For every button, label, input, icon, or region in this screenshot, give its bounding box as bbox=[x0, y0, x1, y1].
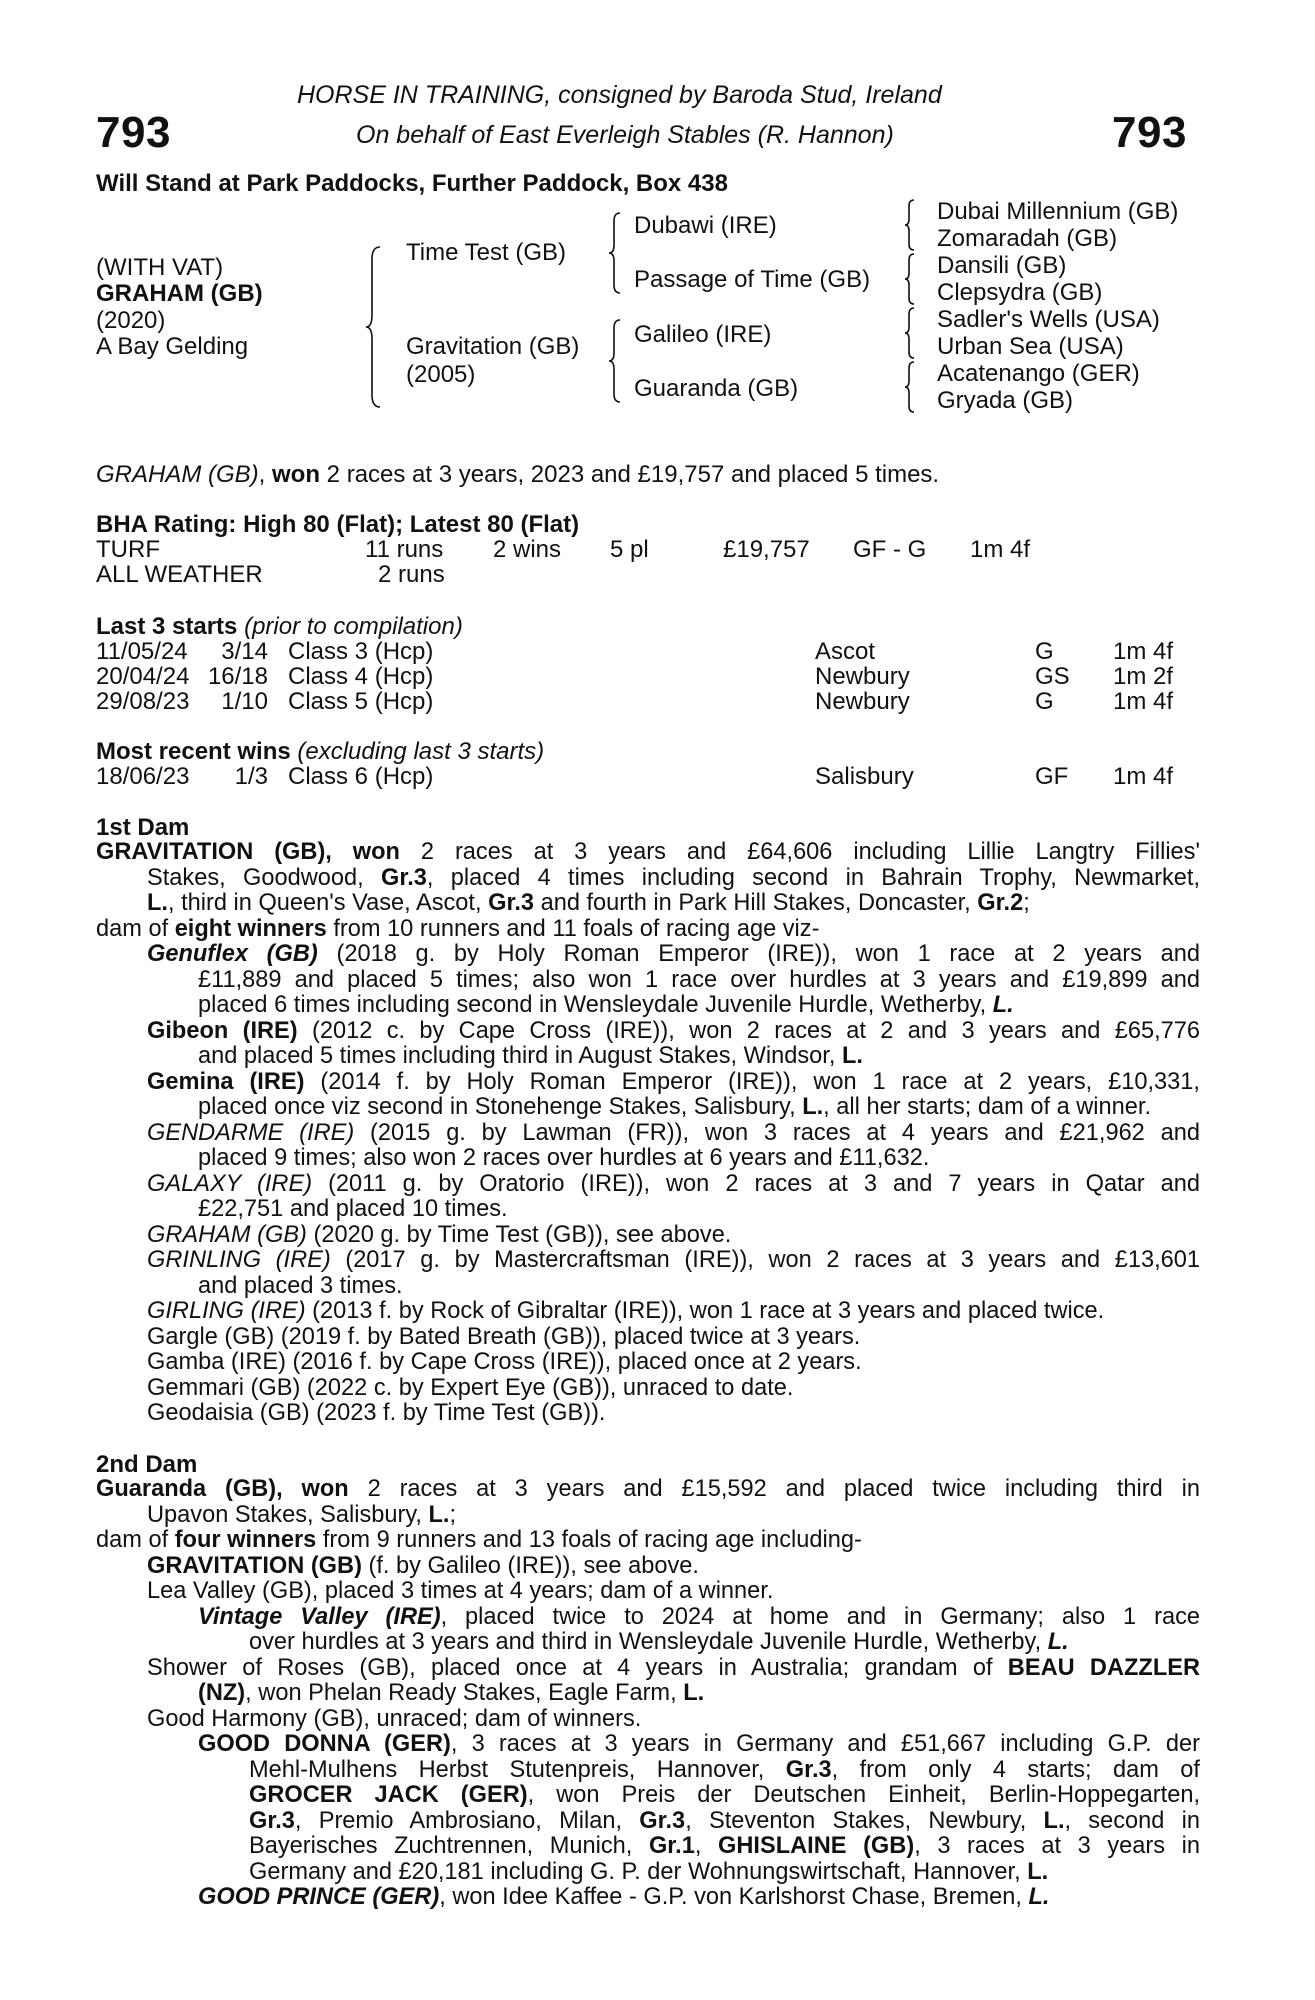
consignor-line: HORSE IN TRAINING, consigned by Baroda Stud, Ireland bbox=[297, 81, 942, 109]
aw-runs: 2 runs bbox=[378, 561, 445, 588]
galaxy-entry bbox=[96, 1172, 1200, 1198]
pedigree-ggp-2: Zomaradah (GB) bbox=[937, 225, 1118, 252]
text: , Premio Ambrosiano, Milan, bbox=[294, 1807, 640, 1834]
second-dam-paragraph bbox=[96, 1477, 1200, 1911]
text: Germany and £20,181 including G. P. der Wohnungswirtschaft, Hannover, bbox=[249, 1858, 1028, 1885]
grinling-entry-2 bbox=[96, 1274, 1200, 1300]
last3-date: 11/05/24 bbox=[96, 638, 188, 665]
first-dam-line-4 bbox=[96, 917, 1200, 943]
text: (2015 g. by Lawman (FR)), won 3 races at 4 years and £21,962 and bbox=[354, 1119, 1200, 1146]
progeny-name: Gibeon (IRE) bbox=[147, 1017, 298, 1044]
vintage-valley-entry-2 bbox=[96, 1630, 1200, 1656]
lot-number-left: 793 bbox=[96, 108, 171, 157]
last3-course: Ascot bbox=[815, 638, 876, 665]
last3-cls: Class 3 (Hcp) bbox=[288, 638, 434, 665]
grade: Gr.3 bbox=[381, 864, 427, 891]
first-dam-line-1 bbox=[96, 840, 1200, 866]
pedigree-dam-year: (2005) bbox=[406, 361, 476, 388]
galaxy-entry-2 bbox=[96, 1197, 1200, 1223]
second-dam-heading: 2nd Dam bbox=[96, 1451, 198, 1478]
text: and placed 3 times. bbox=[198, 1272, 403, 1299]
gravitation-name: GRAVITATION (GB), won bbox=[96, 839, 400, 865]
pedigree-bracket-dam bbox=[610, 320, 624, 402]
stand-location: Will Stand at Park Paddocks, Further Paddock, Box 438 bbox=[96, 170, 728, 197]
bha-rating-title: BHA Rating: High 80 (Flat); Latest 80 (Flat) bbox=[96, 511, 580, 538]
text: placed once viz second in Stonehenge Stakes, Salisbury, bbox=[198, 1094, 803, 1120]
last3-going: GS bbox=[1035, 663, 1070, 690]
good-donna-entry-3 bbox=[96, 1783, 1200, 1809]
recent-wins-note: (excluding last 3 starts) bbox=[290, 738, 545, 765]
geodaisia-entry: Geodaisia (GB) (2023 f. by Time Test (GB)). bbox=[147, 1400, 606, 1426]
pedigree-bracket-sire bbox=[610, 213, 624, 293]
text: , Steventon Stakes, Newbury, bbox=[685, 1807, 1044, 1834]
text: Stakes, Goodwood, bbox=[147, 864, 381, 891]
good-harmony-entry: Good Harmony (GB), unraced; dam of winners. bbox=[147, 1705, 642, 1732]
turf-placed: 5 pl bbox=[610, 536, 649, 563]
good-prince-entry bbox=[96, 1885, 1200, 1911]
last3-course: Newbury bbox=[815, 663, 910, 690]
grade: L. bbox=[428, 1501, 450, 1528]
progeny-name: Gemina (IRE) bbox=[147, 1068, 305, 1095]
horse-year: (2020) bbox=[96, 307, 166, 334]
pedigree-bracket-main bbox=[368, 247, 388, 407]
turf-distance: 1m 4f bbox=[970, 536, 1031, 563]
genuflex-entry-3 bbox=[96, 993, 1200, 1019]
gemina-entry bbox=[96, 1070, 1200, 1096]
gamba-entry: Gamba (IRE) (2016 f. by Cape Cross (IRE)), placed once at 2 years. bbox=[147, 1349, 862, 1375]
pedigree-sire-dam: Passage of Time (GB) bbox=[634, 266, 871, 293]
aw-label: ALL WEATHER bbox=[96, 561, 263, 588]
recent-wins-title-line bbox=[96, 739, 544, 764]
last3-pos: 16/18 bbox=[207, 663, 268, 690]
lot-number-right: 793 bbox=[1112, 108, 1187, 157]
grade: L. bbox=[683, 1680, 705, 1706]
vat-note: (WITH VAT) bbox=[96, 254, 224, 281]
pedigree-dam-dam: Guaranda (GB) bbox=[634, 375, 799, 402]
last3-row bbox=[0, 664, 1315, 689]
last3-title-line bbox=[96, 614, 463, 639]
pedigree-sire-sire: Dubawi (IRE) bbox=[634, 212, 777, 239]
behalf-line: On behalf of East Everleigh Stables (R. Hannon) bbox=[356, 121, 894, 149]
text: Mehl-Mulhens Herbst Stutenpreis, Hannover, bbox=[249, 1756, 786, 1783]
text: ; bbox=[1023, 890, 1030, 916]
text: from 9 runners and 13 foals of racing age including- bbox=[316, 1527, 862, 1553]
gemmari-entry: Gemmari (GB) (2022 c. by Expert Eye (GB)), unraced to date. bbox=[147, 1374, 794, 1401]
text: , won Idee Kaffee - G.P. von Karlshorst Chase, Bremen, bbox=[439, 1884, 1029, 1910]
gibeon-entry bbox=[96, 1019, 1200, 1045]
pedigree-ggp-4: Clepsydra (GB) bbox=[937, 279, 1103, 306]
text: (2017 g. by Mastercraftsman (IRE)), won 2 races at 3 years and £13,601 bbox=[330, 1247, 1200, 1273]
aw-row bbox=[0, 562, 1315, 587]
text: (2020 g. by Time Test (GB)), see above. bbox=[306, 1221, 732, 1248]
text: placed 6 times including second in Wensleydale Juvenile Hurdle, Wetherby, bbox=[198, 992, 993, 1018]
progeny-name: GENDARME (IRE) bbox=[147, 1119, 355, 1146]
text: 2 races at 3 years and £15,592 and placed twice including third in bbox=[348, 1476, 1200, 1502]
good-donna-entry-4 bbox=[96, 1809, 1200, 1835]
text: £11,889 and placed 5 times; also won 1 race over hurdles at 3 years and £19,899 and bbox=[198, 966, 1200, 993]
gargle-entry: Gargle (GB) (2019 f. by Bated Breath (GB)), placed twice at 3 years. bbox=[147, 1323, 861, 1350]
guaranda-name: Guaranda (GB), won bbox=[96, 1476, 349, 1502]
text: , won Phelan Ready Stakes, Eagle Farm, bbox=[245, 1680, 684, 1706]
text: Shower of Roses (GB), placed once at 4 years in Australia; grandam of bbox=[147, 1654, 1008, 1681]
turf-label: TURF bbox=[96, 536, 160, 563]
grade: Gr.3 bbox=[249, 1807, 295, 1834]
text: (2014 f. by Holy Roman Emperor (IRE)), won 1 race at 2 years, £10,331, bbox=[304, 1068, 1200, 1095]
gravitation-entry bbox=[96, 1554, 1200, 1580]
recent-win-dist: 1m 4f bbox=[1113, 763, 1174, 790]
pedigree-bracket-g2 bbox=[906, 254, 918, 304]
progeny-name: GALAXY (IRE) bbox=[147, 1170, 313, 1197]
turf-wins: 2 wins bbox=[493, 536, 562, 563]
first-dam-paragraph bbox=[96, 840, 1200, 1427]
text: dam of bbox=[96, 915, 175, 942]
pedigree-ggp-8: Gryada (GB) bbox=[937, 387, 1074, 414]
second-dam-line-3 bbox=[96, 1528, 1200, 1554]
progeny-name: Genuflex (GB) bbox=[147, 941, 318, 967]
pedigree-dam-sire: Galileo (IRE) bbox=[634, 321, 772, 348]
text: , placed twice to 2024 at home and in Germany; also 1 race bbox=[440, 1603, 1200, 1630]
last3-title: Last 3 starts bbox=[96, 613, 238, 640]
last3-cls: Class 5 (Hcp) bbox=[288, 688, 434, 715]
grade: L. bbox=[1043, 1807, 1065, 1834]
pedigree-ggp-3: Dansili (GB) bbox=[937, 252, 1067, 279]
gemina-entry-2 bbox=[96, 1095, 1200, 1121]
grade: Gr.3 bbox=[639, 1807, 686, 1834]
grade: Gr.3 bbox=[488, 890, 535, 916]
winners-count: eight winners bbox=[174, 915, 327, 942]
last3-dist: 1m 2f bbox=[1113, 663, 1174, 690]
text: (2013 f. by Rock of Gibraltar (IRE)), won 1 race at 3 years and placed twice. bbox=[305, 1298, 1105, 1324]
genuflex-entry bbox=[96, 942, 1200, 968]
vintage-valley-entry bbox=[96, 1605, 1200, 1631]
progeny-name: (NZ) bbox=[198, 1680, 246, 1706]
text: placed 9 times; also won 2 races over hurdles at 6 years and £11,632. bbox=[198, 1145, 930, 1171]
pedigree-bracket-g1 bbox=[906, 200, 918, 250]
text: ; bbox=[449, 1501, 457, 1528]
gibeon-entry-2 bbox=[96, 1044, 1200, 1070]
last3-date: 20/04/24 bbox=[96, 663, 190, 690]
good-donna-entry-5 bbox=[96, 1834, 1200, 1860]
summary-won: won bbox=[272, 461, 321, 488]
text: Upavon Stakes, Salisbury, bbox=[147, 1501, 429, 1528]
gendarme-entry-2 bbox=[96, 1146, 1200, 1172]
pedigree-bracket-g4 bbox=[906, 362, 918, 412]
text: , 3 races at 3 years in Germany and £51,667 including G.P. der bbox=[450, 1731, 1200, 1757]
horse-name: GRAHAM (GB) bbox=[96, 280, 263, 307]
recent-win-date: 18/06/23 bbox=[96, 763, 190, 790]
good-donna-entry-2 bbox=[96, 1758, 1200, 1784]
progeny-name: Vintage Valley (IRE) bbox=[198, 1603, 441, 1630]
grinling-entry bbox=[96, 1248, 1200, 1274]
progeny-name: GRINLING (IRE) bbox=[147, 1247, 331, 1273]
grade: L. bbox=[1047, 1629, 1069, 1655]
grade: L. bbox=[1027, 1858, 1049, 1885]
winners-count: four winners bbox=[174, 1527, 317, 1553]
recent-win-going: GF bbox=[1035, 763, 1069, 790]
grade: L. bbox=[802, 1094, 824, 1120]
race-summary: GRAHAM (GB), won 2 races at 3 years, 2023 and £19,757 and placed 5 times. bbox=[96, 461, 940, 488]
recent-win-course: Salisbury bbox=[815, 763, 914, 790]
text: and placed 5 times including third in August Stakes, Windsor, bbox=[198, 1043, 842, 1069]
turf-row bbox=[0, 537, 1315, 562]
grade: L. bbox=[841, 1043, 863, 1069]
progeny-name: GRAHAM (GB) bbox=[147, 1221, 307, 1248]
text: , second in bbox=[1064, 1807, 1200, 1834]
last3-row bbox=[0, 689, 1315, 714]
first-dam-line-3 bbox=[96, 891, 1200, 917]
text: over hurdles at 3 years and third in Wensleydale Juvenile Hurdle, Wetherby, bbox=[249, 1629, 1048, 1655]
pedigree-sire: Time Test (GB) bbox=[406, 239, 567, 266]
girling-entry bbox=[96, 1299, 1200, 1325]
pedigree-ggp-7: Acatenango (GER) bbox=[937, 360, 1140, 387]
text: , bbox=[694, 1833, 719, 1859]
text: , placed 4 times including second in Bahrain Trophy, Newmarket, bbox=[426, 864, 1200, 891]
text: , from only 4 starts; dam of bbox=[831, 1756, 1200, 1783]
text: (f. by Galileo (IRE)), see above. bbox=[361, 1552, 699, 1579]
progeny-name: GHISLAINE (GB) bbox=[718, 1833, 915, 1859]
recent-win-pos: 1/3 bbox=[234, 763, 268, 790]
recent-win-row bbox=[0, 764, 1315, 789]
progeny-name: GRAVITATION (GB) bbox=[147, 1552, 362, 1579]
summary-horse-name: GRAHAM (GB) bbox=[96, 461, 259, 488]
text: (2012 c. by Cape Cross (IRE)), won 2 races at 2 and 3 years and £65,776 bbox=[297, 1017, 1200, 1044]
text: , 3 races at 3 years in bbox=[914, 1833, 1200, 1859]
turf-going: GF - G bbox=[853, 536, 927, 563]
pedigree-ggp-5: Sadler's Wells (USA) bbox=[937, 306, 1160, 333]
text: (2011 g. by Oratorio (IRE)), won 2 races at 3 and 7 years in Qatar and bbox=[312, 1170, 1200, 1197]
grade: Gr.3 bbox=[785, 1756, 832, 1783]
lea-valley-entry: Lea Valley (GB), placed 3 times at 4 years; dam of a winner. bbox=[147, 1578, 774, 1604]
text: dam of bbox=[96, 1527, 175, 1553]
text: (2018 g. by Holy Roman Emperor (IRE)), won 1 race at 2 years and bbox=[317, 941, 1200, 967]
grade: L. bbox=[1028, 1884, 1050, 1910]
shower-of-roses-entry-2 bbox=[96, 1681, 1200, 1707]
first-dam-text: 2 races at 3 years and £64,606 including Lillie Langtry Fillies' bbox=[399, 839, 1200, 865]
text: from 10 runners and 11 foals of racing age viz- bbox=[326, 915, 820, 942]
grade: Gr.2 bbox=[977, 890, 1024, 916]
first-dam-line-2 bbox=[96, 866, 1200, 892]
pedigree-dam: Gravitation (GB) bbox=[406, 333, 580, 360]
last3-dist: 1m 4f bbox=[1113, 688, 1174, 715]
shower-of-roses-entry bbox=[96, 1656, 1200, 1682]
text: Bayerisches Zuchtrennen, Munich, bbox=[249, 1833, 649, 1859]
last3-cls: Class 4 (Hcp) bbox=[288, 663, 434, 690]
pedigree-ggp-6: Urban Sea (USA) bbox=[937, 333, 1124, 360]
second-dam-line-2 bbox=[96, 1503, 1200, 1529]
grade: Gr.1 bbox=[648, 1833, 695, 1859]
last3-pos: 3/14 bbox=[221, 638, 268, 665]
genuflex-entry-2 bbox=[96, 968, 1200, 994]
text: and fourth in Park Hill Stakes, Doncaster, bbox=[534, 890, 978, 916]
last3-date: 29/08/23 bbox=[96, 688, 190, 715]
progeny-name: GOOD PRINCE (GER) bbox=[198, 1884, 440, 1910]
last3-note: (prior to compilation) bbox=[237, 613, 463, 640]
summary-text: 2 races at 3 years, 2023 and £19,757 and placed 5 times. bbox=[320, 461, 940, 488]
graham-entry bbox=[96, 1223, 1200, 1249]
last3-course: Newbury bbox=[815, 688, 910, 715]
last3-pos: 1/10 bbox=[221, 688, 268, 715]
recent-wins-title: Most recent wins bbox=[96, 738, 291, 765]
horse-description: A Bay Gelding bbox=[96, 333, 249, 360]
progeny-name: GOOD DONNA (GER) bbox=[198, 1731, 451, 1757]
turf-runs: 11 runs bbox=[365, 536, 444, 563]
text: , third in Queen's Vase, Ascot, bbox=[167, 890, 489, 916]
progeny-name: GIRLING (IRE) bbox=[147, 1298, 306, 1324]
pedigree-ggp-1: Dubai Millennium (GB) bbox=[937, 198, 1179, 225]
last3-row bbox=[0, 639, 1315, 664]
text: £22,751 and placed 10 times. bbox=[198, 1196, 508, 1222]
last3-going: G bbox=[1035, 688, 1054, 715]
gendarme-entry bbox=[96, 1121, 1200, 1147]
last3-going: G bbox=[1035, 638, 1054, 665]
good-donna-entry bbox=[96, 1732, 1200, 1758]
grade: L. bbox=[147, 890, 168, 916]
pedigree-bracket-g3 bbox=[906, 308, 918, 358]
turf-prize: £19,757 bbox=[723, 536, 810, 563]
progeny-name: BEAU DAZZLER bbox=[1007, 1654, 1201, 1681]
grade: L. bbox=[992, 992, 1014, 1018]
good-donna-entry-6 bbox=[96, 1860, 1200, 1886]
first-dam-heading: 1st Dam bbox=[96, 814, 190, 841]
second-dam-line-1 bbox=[96, 1477, 1200, 1503]
text: , won Preis der Deutschen Einheit, Berlin-Hoppegarten, bbox=[527, 1782, 1200, 1808]
progeny-name: GROCER JACK (GER) bbox=[249, 1782, 528, 1808]
recent-win-cls: Class 6 (Hcp) bbox=[288, 763, 434, 790]
last3-dist: 1m 4f bbox=[1113, 638, 1174, 665]
text: , all her starts; dam of a winner. bbox=[823, 1094, 1152, 1120]
